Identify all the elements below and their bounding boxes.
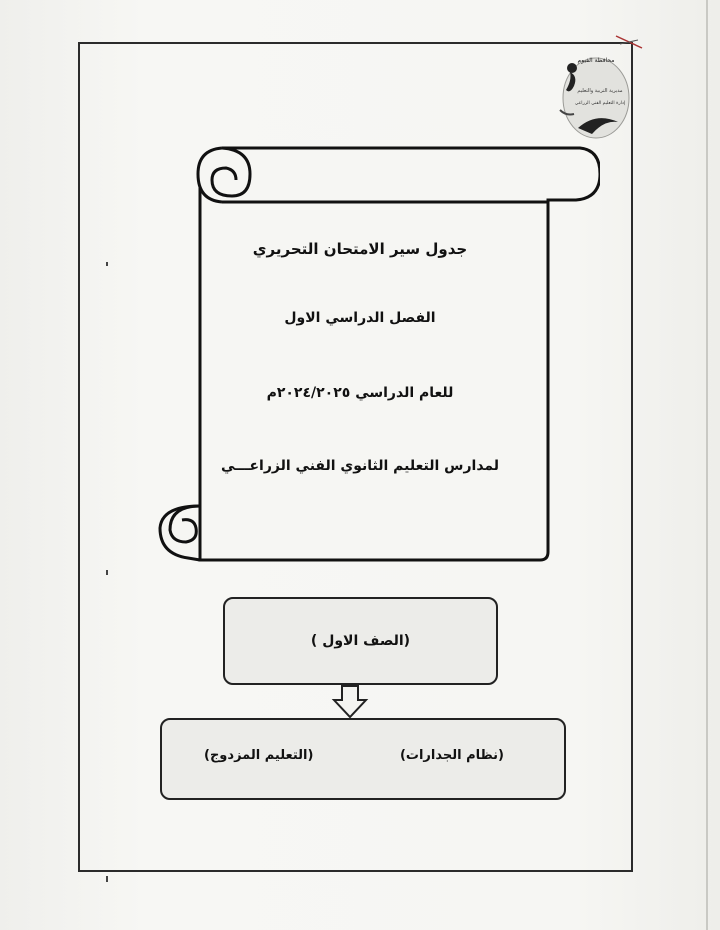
exam-schedule-title: جدول سير الامتحان التحريري bbox=[252, 240, 468, 258]
scan-speck bbox=[106, 570, 108, 575]
schools-label: لمدارس التعليم الثانوي الفني الزراعـــي bbox=[220, 458, 500, 474]
system-competencies-label: (نظام الجدارات) bbox=[399, 748, 504, 763]
education-systems-box bbox=[160, 718, 566, 800]
corner-pen-mark bbox=[612, 30, 652, 70]
grade-label: (الصف الاول ) bbox=[310, 633, 411, 649]
academic-year-label: للعام الدراسي ٢٠٢٤/٢٠٢٥م bbox=[266, 385, 454, 401]
down-arrow-icon bbox=[330, 684, 370, 720]
semester-label: الفصل الدراسي الاول bbox=[284, 310, 436, 326]
scan-speck bbox=[106, 876, 108, 882]
logo-text-department: إدارة التعليم الفني الزراعي bbox=[574, 101, 626, 106]
grade-box bbox=[223, 597, 498, 685]
logo-text-directorate: مديرية التربية والتعليم bbox=[577, 88, 623, 94]
scan-speck bbox=[106, 262, 108, 266]
system-dual-education-label: (التعليم المزدوج) bbox=[204, 748, 314, 763]
page-edge bbox=[706, 0, 708, 930]
scroll-banner bbox=[140, 140, 600, 570]
logo-text-governorate: محافظة الفيوم bbox=[577, 57, 615, 64]
